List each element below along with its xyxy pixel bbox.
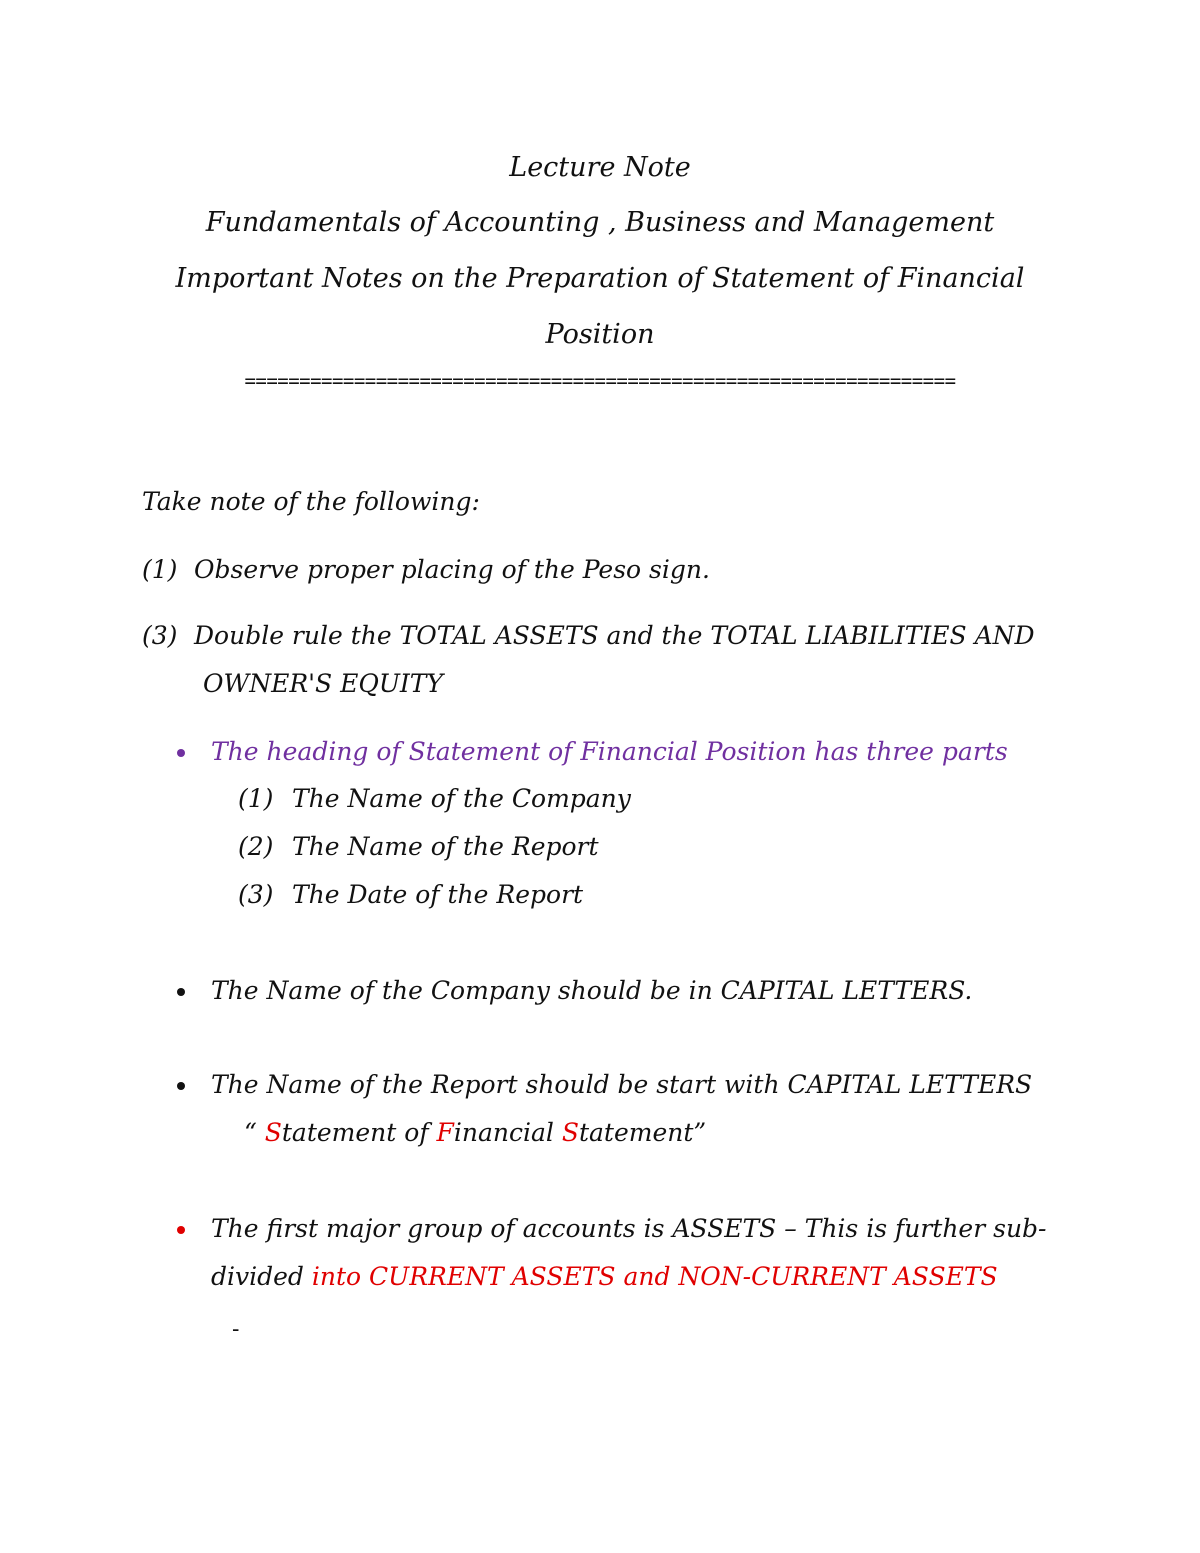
separator-rule: ================================================================= <box>244 370 956 392</box>
bullet-icon <box>177 749 185 757</box>
assets-text-line2 <box>211 1262 998 1291</box>
assets-categories: into CURRENT ASSETS and NON-CURRENT ASSETS <box>311 1262 998 1291</box>
intro-text: Take note of the following: <box>142 487 480 516</box>
heading-part-1-text: The Name of the Company <box>292 784 631 813</box>
doc-topic-line2: Position <box>545 319 655 350</box>
word-part-1: tatement of <box>281 1118 437 1147</box>
highlight-letter-s1: S <box>264 1118 282 1147</box>
doc-title: Lecture Note <box>509 152 691 183</box>
heading-part-3-text: The Date of the Report <box>292 880 584 909</box>
note-item-3-text-line1: Double rule the TOTAL ASSETS and the TOTAL LIABILITIES AND <box>194 621 1035 650</box>
quote-open: “ <box>244 1118 265 1147</box>
doc-subject: Fundamentals of Accounting , Business and Management <box>205 207 995 238</box>
bullet-icon <box>177 988 185 996</box>
report-name-example <box>244 1118 706 1147</box>
note-item-3-number: (3) <box>142 621 178 650</box>
highlight-letter-s2: S <box>561 1118 579 1147</box>
word-part-2: inancial <box>453 1118 562 1147</box>
report-name-text: The Name of the Report should be start with CAPITAL LETTERS <box>211 1070 1033 1099</box>
highlight-letter-f: F <box>436 1118 454 1147</box>
word-part-3: tatement” <box>578 1118 707 1147</box>
company-name-text: The Name of the Company should be in CAPITAL LETTERS. <box>211 976 973 1005</box>
doc-topic-line1: Important Notes on the Preparation of Statement of Financial <box>175 263 1025 294</box>
note-item-1-number: (1) <box>142 555 178 584</box>
heading-part-3-number: (3) <box>238 880 274 909</box>
assets-divided: divided <box>211 1262 312 1291</box>
bullet-icon <box>177 1082 185 1090</box>
heading-part-2-number: (2) <box>238 832 274 861</box>
bullet-icon <box>177 1226 185 1234</box>
note-item-3-text-line2: OWNER'S EQUITY <box>203 669 443 698</box>
trailing-dash: - <box>232 1317 240 1342</box>
heading-part-2-text: The Name of the Report <box>292 832 599 861</box>
assets-text-line1: The first major group of accounts is ASSETS – This is further sub- <box>211 1214 1047 1243</box>
note-item-1-text: Observe proper placing of the Peso sign. <box>194 555 710 584</box>
heading-part-1-number: (1) <box>238 784 274 813</box>
heading-parts-text: The heading of Statement of Financial Position has three parts <box>211 737 1008 766</box>
